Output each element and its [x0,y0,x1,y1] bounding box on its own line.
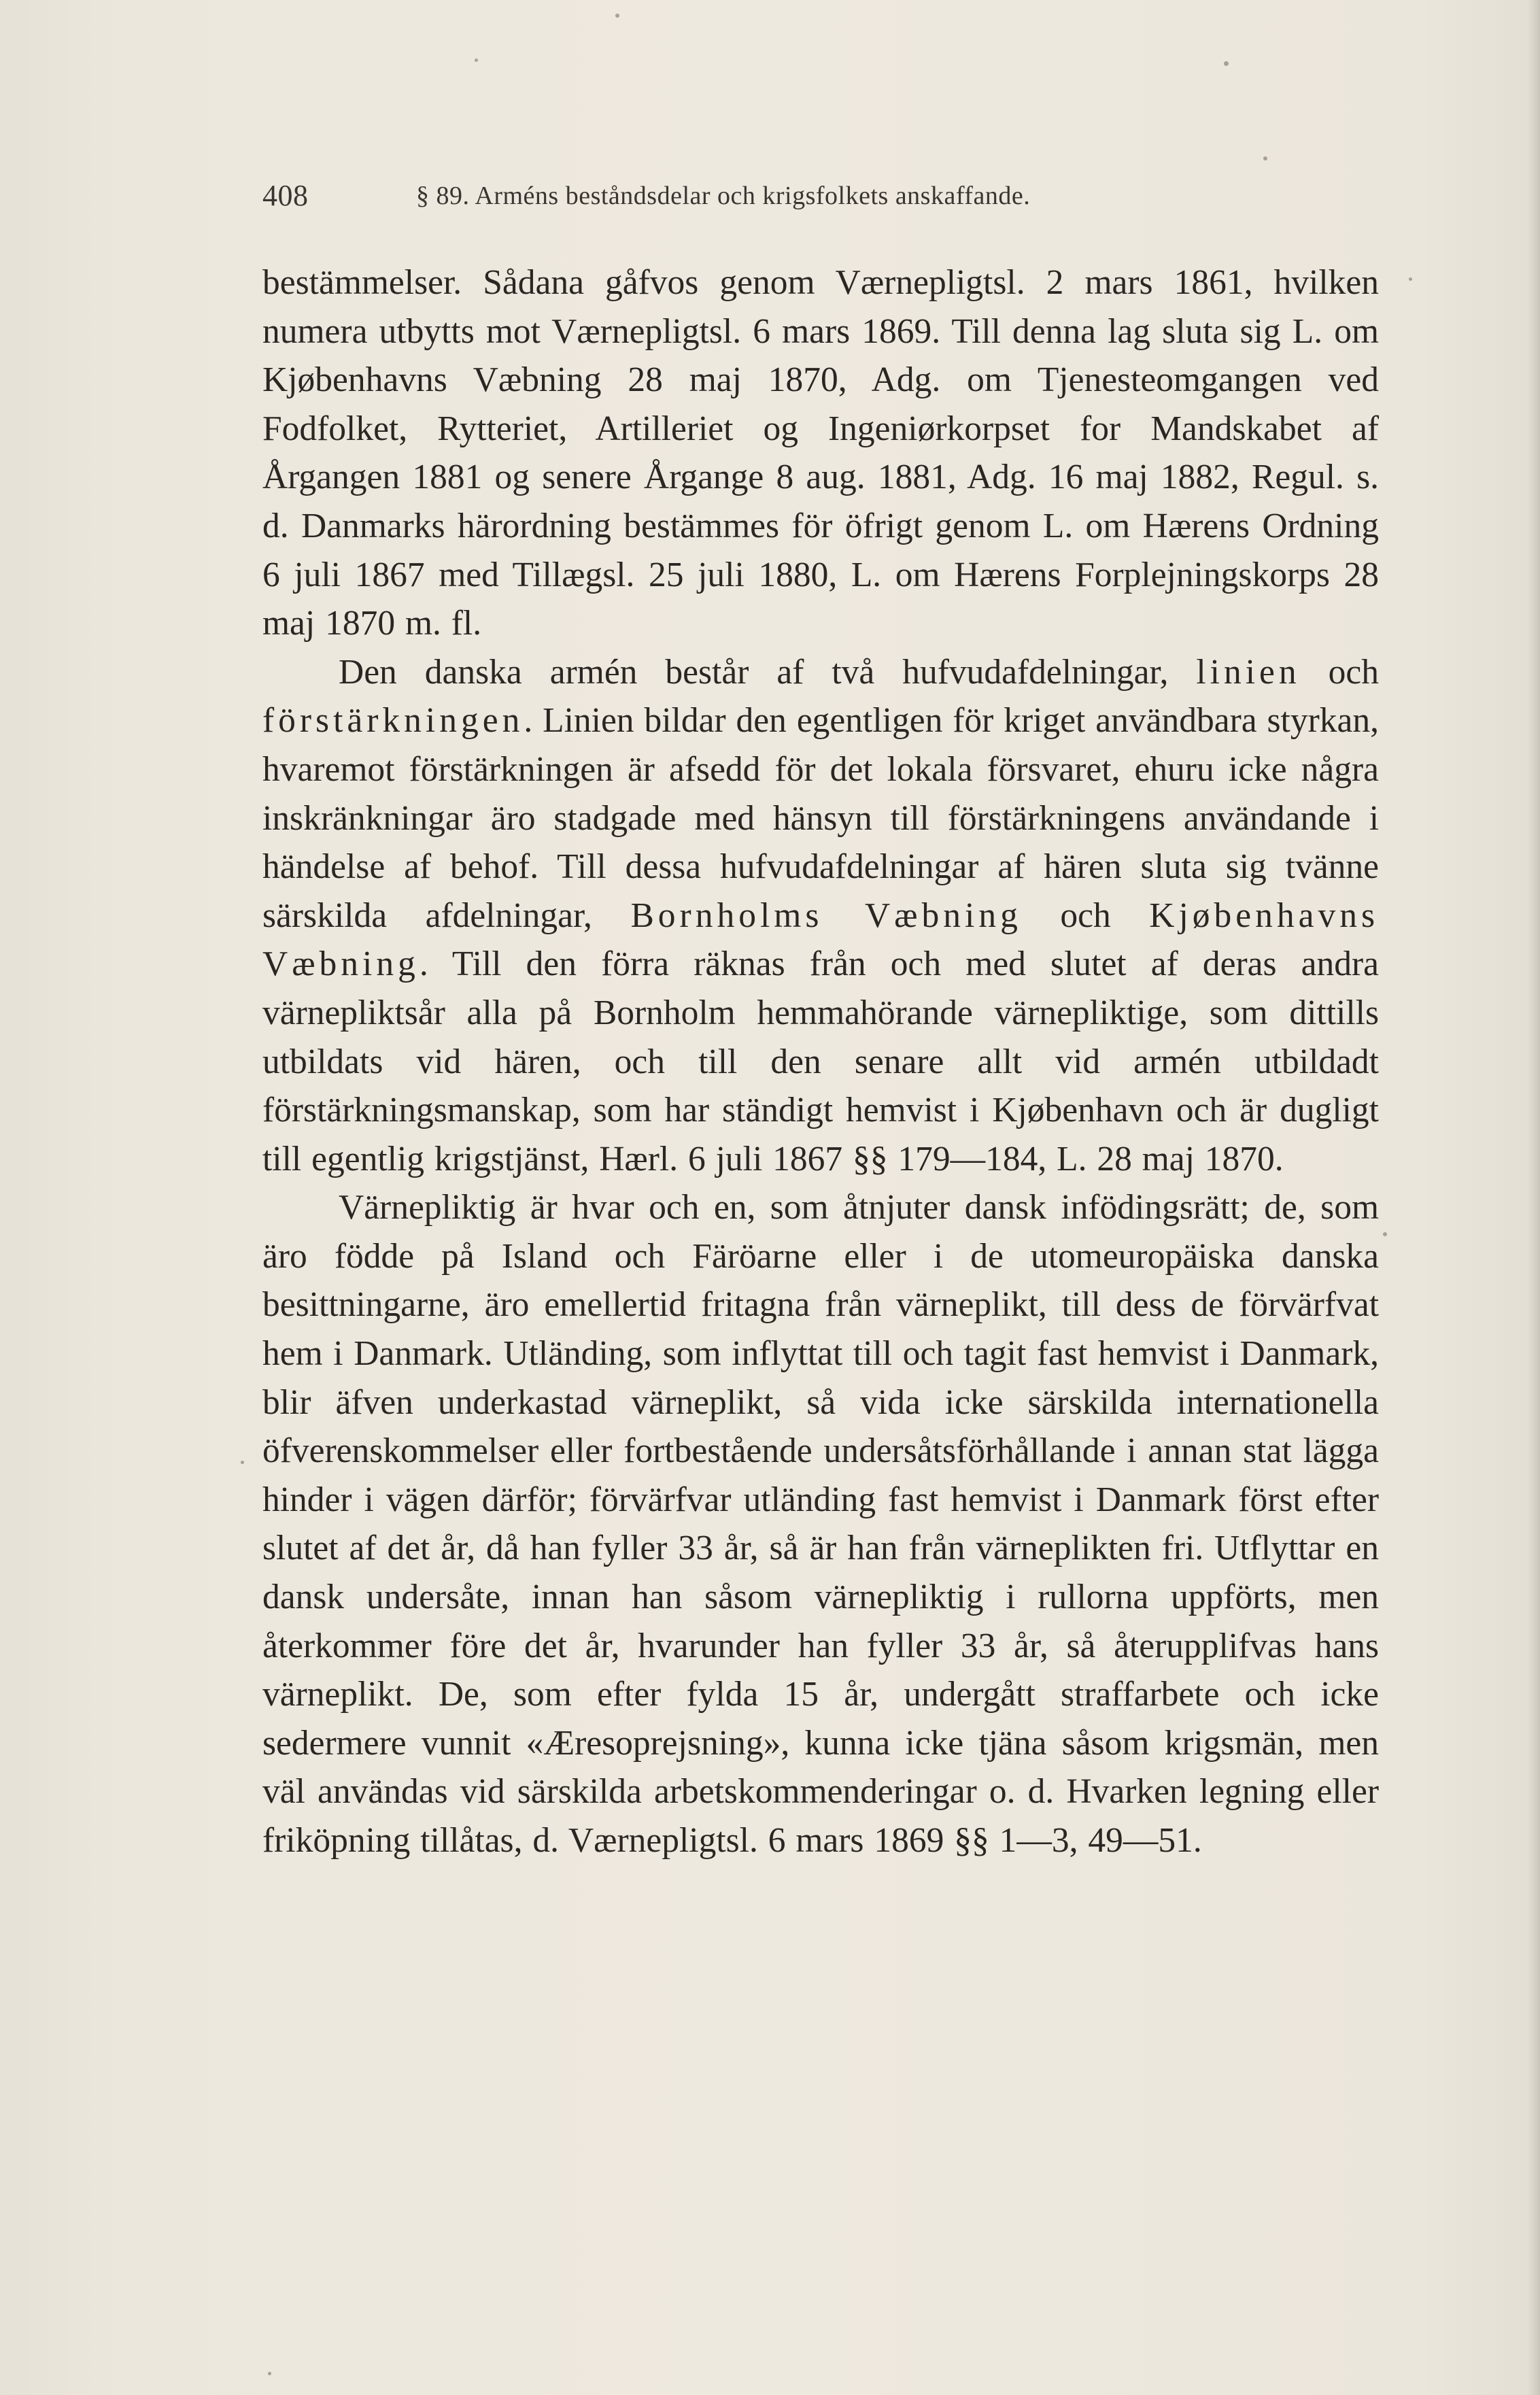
page-header [262,178,1269,226]
paragraph-2 [262,648,1379,1184]
body-text [262,258,1379,1865]
paper-speck [475,58,478,62]
paper-speck [1263,156,1267,160]
paragraph-3 [262,1183,1379,1865]
paper-speck [1409,277,1412,281]
running-title: § 89. Arméns beståndsdelar och krigsfolkets anskaffande. [416,182,1031,210]
paragraph-1 [262,258,1379,648]
paper-speck [615,14,619,18]
text-run: . Till den förra räknas från och med slutet af deras andra värnepliktsår alla på Bornholm hemmahörande värnepliktige, som dittills utbildats vid hären, och till den senare allt vid armén utbildadt förstärkningsmanskap, som har ständigt hemvist i Kjøbenhavn och är dugligt till egentlig krigstjänst, Hærl. 6 juli 1867 §§ 179—184, L. 28 maj 1870. [262,945,1379,1178]
paper-speck [241,1461,244,1464]
text-run: Den danska armén består af två hufvudafdelningar, [339,652,1197,692]
text-run: bestämmelser. Sådana gåfvos genom Værnepligtsl. 2 mars 1861, hvilken numera utbytts mot Værnepligtsl. 6 mars 1869. Till denna lag sluta sig L. om Kjøbenhavns Væbning 28 maj 1870, Adg. om Tjenesteomgangen ved Fodfolket, Rytteriet, Artilleriet og Ingeniørkorpset for Mandskabet af Årgangen 1881 og senere Årgange 8 aug. 1881, Adg. 16 maj 1882, Regul. s. d. Danmarks härordning bestämmes för öfrigt genom L. om Hærens Ordning 6 juli 1867 med Tillægsl. 25 juli 1880, L. om Hærens Forplejningskorps 28 maj 1870 m. fl. [262,263,1379,643]
spaced-term: Kjøbenhavns Væbning [262,896,1380,984]
page-number: 408 [262,179,309,212]
paper-speck [1224,61,1229,66]
text-run: Värnepliktig är hvar och en, som åtnjuter dansk infödingsrätt; de, som äro födde på Island och Färöarne eller i de utomeuropäiska danska besittningarne, äro emellertid fritagna från värneplikt, till dess de förvärfvat hem i Danmark. Utländing, som inflyttat till och tagit fast hemvist i Danmark, blir äfven underkastad värneplikt, så vida icke särskilda internationella öfverenskommelser eller fortbestående undersåtsförhållande i annan stat lägga hinder i vägen därför; förvärfvar utländing fast hemvist i Danmark först efter slutet af det år, då han fyller 33 år, så är han från värneplikten fri. Utflyttar en dansk undersåte, innan han såsom värnepliktig i rullorna uppförts, men återkommer före det år, hvarunder han fyller 33 år, så återupplifvas hans värneplikt. De, som efter fylda 15 år, undergått straffarbete och icke sedermere vunnit «Æresoprejsning», kunna icke tjäna såsom krigsmän, men väl användas vid särskilda arbetskommenderingar o. d. Hvarken legning eller friköpning tillåtas, d. Værnepligtsl. 6 mars 1869 §§ 1—3, 49—51. [262,1188,1379,1860]
spaced-term: linien [1196,652,1301,692]
paper-speck [268,2372,271,2375]
paper-speck [1383,1232,1387,1236]
page-edge-shadow [1528,0,1540,2395]
text-run: . Linien bildar den egentligen för kriget användbara styrkan, hvaremot förstärkningen är afsedd för det lokala försvaret, ehuru icke några inskränkningar äro stadgade med hänsyn till förstärkningens användande i händelse af behof. Till dessa hufvudafdelningar af hären sluta sig tvänne särskilda afdelningar, [262,701,1379,935]
spaced-term: förstärkningen [262,701,524,741]
text-run: och [1021,896,1150,935]
spaced-term: Bornholms Væbning [630,896,1022,935]
text-run: och [1300,652,1380,692]
